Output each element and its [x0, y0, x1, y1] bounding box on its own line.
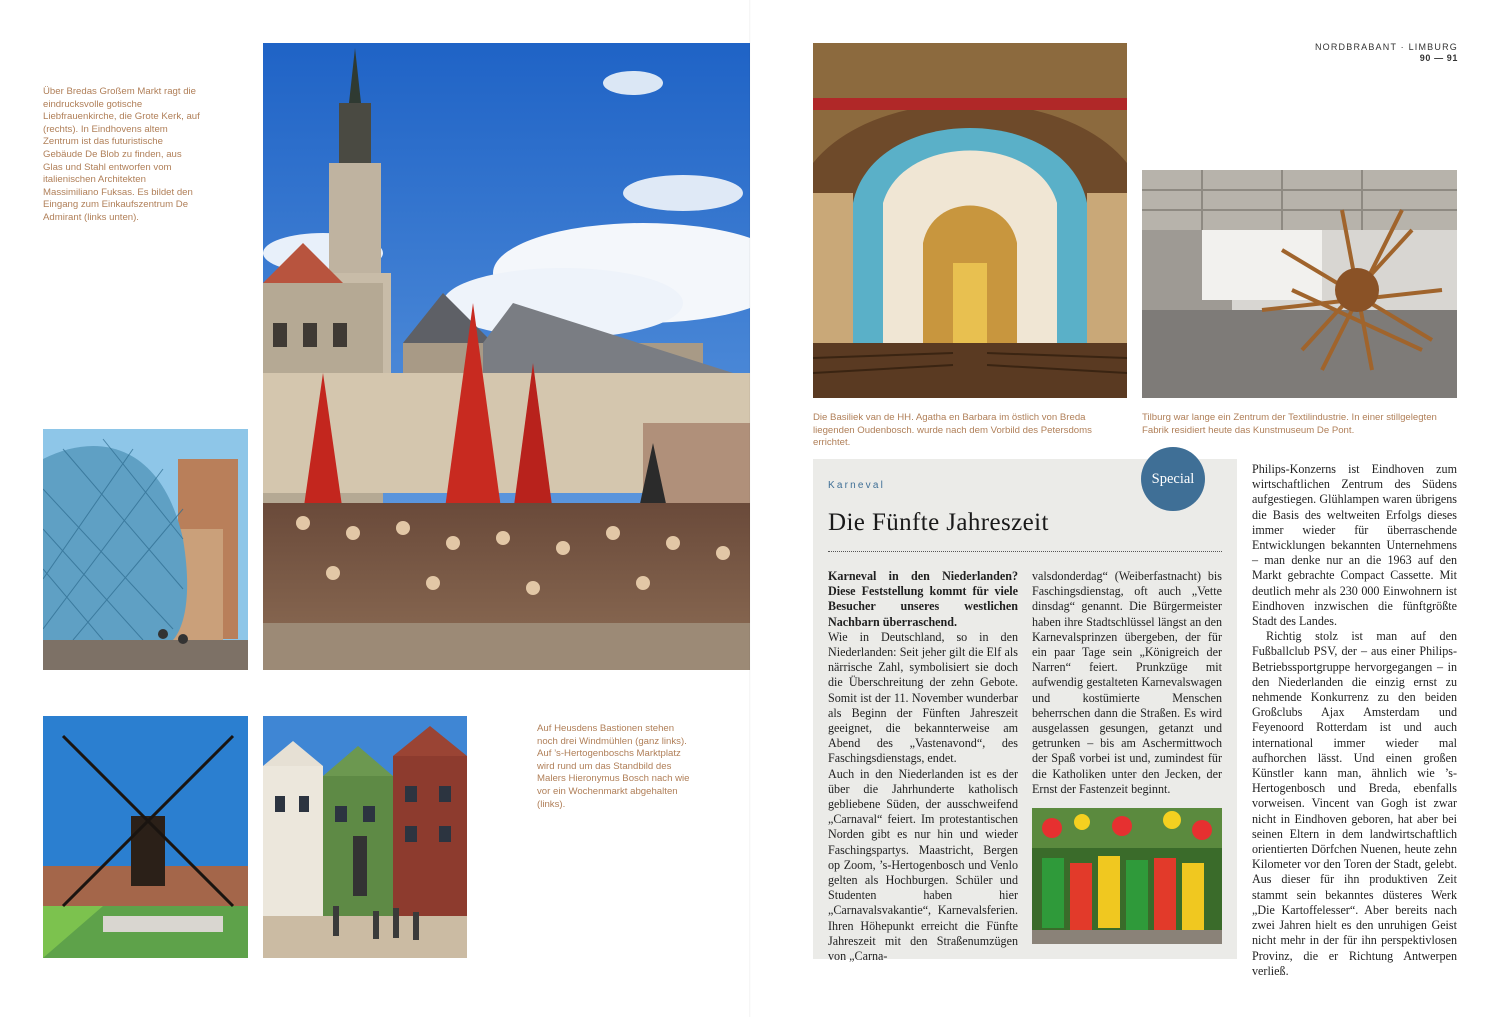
caption-basiliek-text: Die Basiliek van de HH. Agatha en Barbara im östlich von Breda liegenden Oudenbosch. wurde nach dem Vorbild des Petersdoms errichtet.	[813, 412, 1092, 449]
special-column-1	[828, 569, 1018, 964]
special-kicker: Karneval	[828, 480, 886, 491]
article-paragraph-2: Richtig stolz ist man auf den Fußballclub PSV, der – aus einer Philips-Betriebssportgruppe hervorgegangen – in den Niederlanden die einzig ernst zu nehmende Konkurrenz zu den beiden Großclubs Ajax Amsterdam und Feyenoord Rotterdam ist und auch international immer wieder mal aufhorchen lässt. Und einen großen Künstler kann man, ähnlich wie ’s-Hertogenbosch und Breda, ebenfalls vorweisen. Vincent van Gogh ist zwar nicht in Eindhoven geboren, hat aber bei seinen Eltern in dem landwirtschaftlich orientierten Dörfchen Nuenen, heute zehn Kilometer vor den Toren der Stadt, gelebt. Aus dieser für ihn produktiven Zeit stammt sein bekanntes düsteres Werk „Die Kartoffelesser“. Aber bereits nach zwei Jahren hielt es den unruhigen Geist nicht mehr in der für ihn perspektivlosen Provinz, die er Richtung Antwerpen verließ.	[1252, 629, 1457, 978]
caption-tilburg	[1142, 412, 1457, 437]
special-headline: Die Fünfte Jahreszeit	[828, 509, 1049, 536]
caption-breda-eindhoven	[43, 86, 203, 225]
article-column	[1252, 462, 1457, 979]
special-paragraph-3: valsdonderdag“ (Weiberfastnacht) bis Faschingsdienstag, oft auch „Vette dinsdag“ genannt. Die Bürgermeister haben ihre Stadtschlüssel längst an den Karnevalsprinzen übergeben, der für ein paar Tage sein „Königreich der Narren“ feiert. Prunkzüge mit aufwendig gestalteten Karnevalswagen und kostümierte Menschen beherrschen dann die Straßen. Es wird ausgelassen gesungen, getanzt und getrunken – bis am Aschermittwoch der Spaß vorbei ist und, zumindest für die Katholiken unter den Jecken, der Ernst der Fastenzeit beginnt.	[1032, 569, 1222, 796]
caption-breda-eindhoven-text: Über Bredas Großem Markt ragt die eindrucksvolle gotische Liebfrauenkirche, die Grote Kerk, auf (rechts). In Eindhovens altem Zentrum ist das futuristische Gebäude De Blob zu finden, aus Glas und Stahl entworfen vom italienischen Architekten Massimiliano Fuksas. Es bildet den Eingang zum Einkaufszentrum De Admirant (links unten).	[43, 86, 200, 223]
running-header	[1315, 42, 1458, 63]
caption-heusden	[537, 723, 692, 811]
caption-basiliek	[813, 412, 1129, 450]
header-section: NORDBRABANT · LIMBURG	[1314, 42, 1458, 52]
eindhoven-de-blob-photo	[43, 429, 248, 670]
dotted-divider	[828, 551, 1222, 552]
oudenbosch-basilica-photo	[813, 43, 1127, 398]
carnival-parade-photo	[1032, 808, 1222, 944]
caption-tilburg-text: Tilburg war lange ein Zentrum der Textilindustrie. In einer stillgelegten Fabrik residiert heute das Kunstmuseum De Pont.	[1142, 412, 1437, 436]
special-lead: Karneval in den Niederlanden? Diese Feststellung kommt für viele Besucher unseres westlichen Nachbarn überraschend.	[828, 569, 1018, 629]
caption-heusden-text: Auf Heusdens Bastionen stehen noch drei Windmühlen (ganz links). Auf ’s-Hertogenboschs Marktplatz wird rund um das Standbild des Malers Hieronymus Bosch nach wie vor ein Wochenmarkt abgehalten (links).	[537, 723, 690, 810]
special-paragraph-1: Wie in Deutschland, so in den Niederlanden: Seit jeher gilt die Elf als närrische Zahl, symbolisiert sie doch die Überschreitung der zehn Gebote. Somit ist der 11. November wunderbar als Beginn der Fünften Jahreszeit geeignet, die bekannterweise am Abend des „Vastenavond“, des Faschingsdienstags, endet.	[828, 629, 1018, 766]
breda-grote-markt-photo	[263, 43, 750, 670]
special-paragraph-2: Auch in den Niederlanden ist es der über die Jahrhunderte katholisch gebliebene Süden, der ausschweifend „Carnaval“ feiert. Im protestantischen Norden gibt es nur hin und wieder Faschingspartys. Maastricht, Bergen op Zoom, ’s-Hertogenbosch und Venlo gelten als Hochburgen. Schüler und Studenten haben hier „Carnavalsvakantie“, Karnevalsferien. Ihren Höhepunkt erreicht die Fünfte Jahreszeit mit den Straßenumzügen von „Carna-	[828, 766, 1018, 964]
hertogenbosch-market-photo	[263, 716, 467, 958]
heusden-windmill-photo	[43, 716, 248, 958]
special-column-2	[1032, 569, 1222, 797]
page-gutter	[749, 0, 751, 1017]
special-badge: Special	[1141, 447, 1205, 511]
article-paragraph-1: Philips-Konzerns ist Eindhoven zum wirtschaftlichen Zentrum des Südens aufgestiegen. Glühlampen waren übrigens die Basis des weltweiten Erfolgs dieses immer wieder für überraschende Entwicklungen bekannten Unternehmens – man denke nur an die 1963 auf den Markt gebrachte Compact Cassette. Mit deutlich mehr als 230 000 Einwohnern ist Eindhoven inzwischen die fünftgrößte Stadt des Landes.	[1252, 462, 1457, 629]
tilburg-de-pont-photo	[1142, 170, 1457, 398]
page-numbers: 90 — 91	[1419, 53, 1458, 63]
